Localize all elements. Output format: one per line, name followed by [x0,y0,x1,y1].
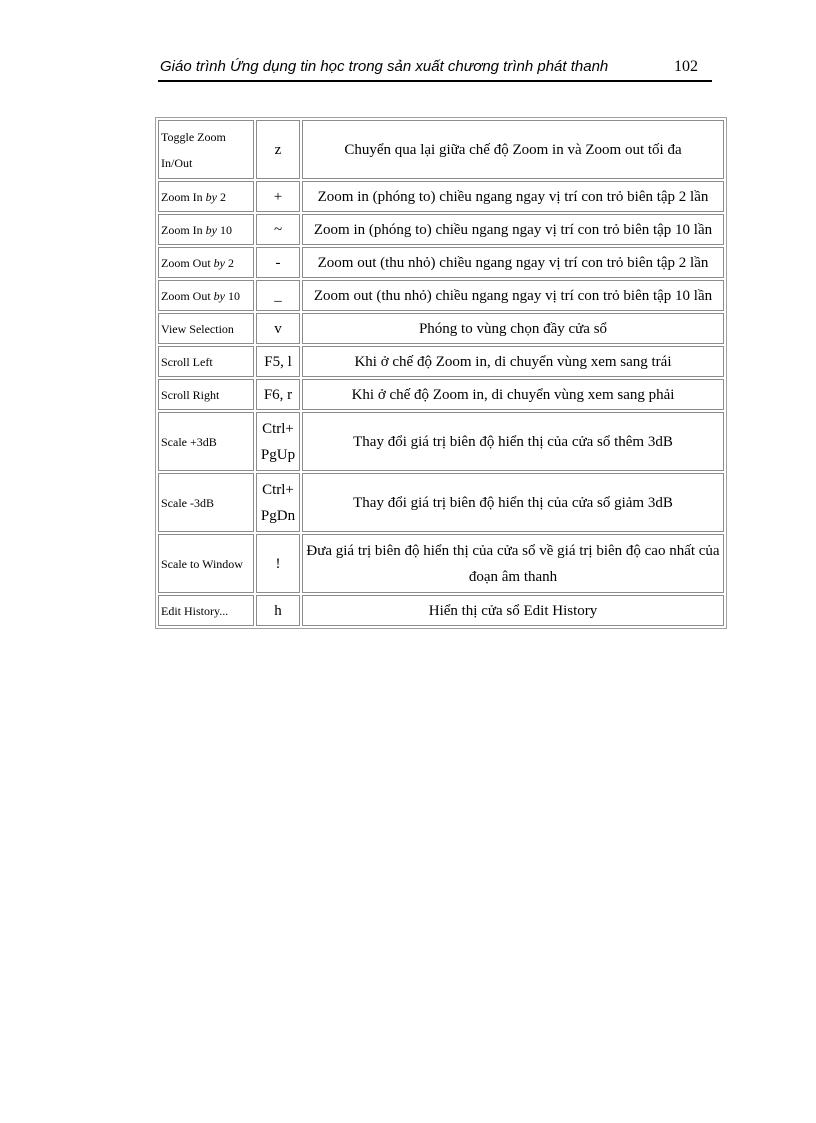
command-cell: Scale to Window [158,534,254,593]
command-cell: Scale -3dB [158,473,254,532]
table-row [158,534,724,593]
command-cell: Zoom In by 2 [158,181,254,212]
key-cell: ! [256,534,300,593]
table-row [158,280,724,311]
key-cell: ~ [256,214,300,245]
description-cell: Thay đổi giá trị biên độ hiển thị của cửa sổ thêm 3dB [302,412,724,471]
description-cell: Phóng to vùng chọn đầy cửa sổ [302,313,724,344]
shortcut-table [155,117,727,629]
command-cell: Scroll Right [158,379,254,410]
command-cell: Scroll Left [158,346,254,377]
command-cell: Zoom Out by 10 [158,280,254,311]
description-cell: Zoom out (thu nhỏ) chiều ngang ngay vị trí con trỏ biên tập 2 lần [302,247,724,278]
key-cell: Ctrl+ PgUp [256,412,300,471]
key-cell: _ [256,280,300,311]
command-cell: Edit History... [158,595,254,626]
description-cell: Đưa giá trị biên độ hiển thị của cửa sổ về giá trị biên độ cao nhất của đoạn âm thanh [302,534,724,593]
page-header [158,56,712,82]
command-cell: Scale +3dB [158,412,254,471]
description-cell: Zoom in (phóng to) chiều ngang ngay vị trí con trỏ biên tập 10 lần [302,214,724,245]
description-cell: Khi ở chế độ Zoom in, di chuyển vùng xem sang phải [302,379,724,410]
command-cell: Toggle Zoom In/Out [158,120,254,179]
description-cell: Hiển thị cửa sổ Edit History [302,595,724,626]
command-cell: Zoom In by 10 [158,214,254,245]
table-row [158,214,724,245]
description-cell: Thay đổi giá trị biên độ hiển thị của cửa sổ giảm 3dB [302,473,724,532]
key-cell: - [256,247,300,278]
header-title: Giáo trình Ứng dụng tin học trong sản xuất chương trình phát thanh [160,58,609,75]
key-cell: h [256,595,300,626]
key-cell: Ctrl+ PgDn [256,473,300,532]
key-cell: F6, r [256,379,300,410]
command-cell: View Selection [158,313,254,344]
table-row [158,247,724,278]
table-row [158,473,724,532]
description-cell: Chuyển qua lại giữa chế độ Zoom in và Zoom out tối đa [302,120,724,179]
key-cell: v [256,313,300,344]
key-cell: + [256,181,300,212]
table-row [158,412,724,471]
table-row [158,379,724,410]
table-row [158,346,724,377]
description-cell: Khi ở chế độ Zoom in, di chuyển vùng xem sang trái [302,346,724,377]
key-cell: z [256,120,300,179]
command-cell: Zoom Out by 2 [158,247,254,278]
description-cell: Zoom out (thu nhỏ) chiều ngang ngay vị trí con trỏ biên tập 10 lần [302,280,724,311]
description-cell: Zoom in (phóng to) chiều ngang ngay vị trí con trỏ biên tập 2 lần [302,181,724,212]
table-row [158,595,724,626]
table-row [158,181,724,212]
page-number: 102 [674,58,698,75]
table-row [158,120,724,179]
key-cell: F5, l [256,346,300,377]
table-row [158,313,724,344]
